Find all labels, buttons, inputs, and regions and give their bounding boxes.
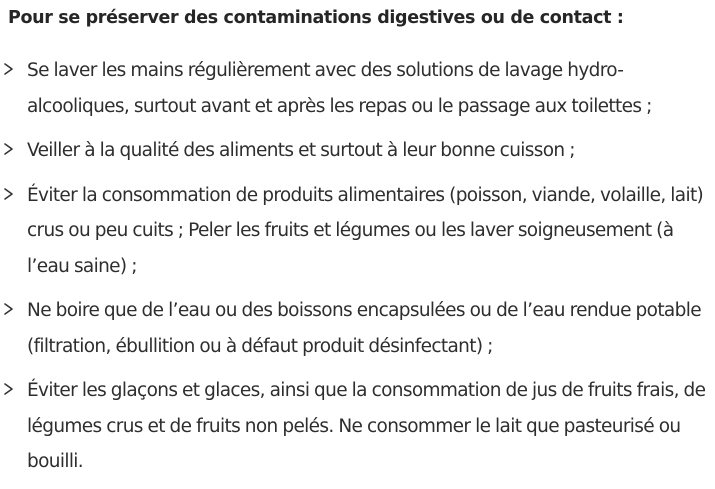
list-item-text: Veiller à la qualité des aliments et surtout à leur bonne cuisson ; <box>27 140 575 161</box>
list-item <box>0 293 715 364</box>
list-item-text: Ne boire que de l’eau ou des boissons encapsulées ou de l’eau rendue potable (filtration, ébullition ou à défaut produit désinfectant) ; <box>27 300 701 357</box>
list-item-text: Éviter la consommation de produits alimentaires (poisson, viande, volaille, lait) crus ou peu cuits ; Peler les fruits et légumes ou les laver soigneusement (à l’eau saine) ; <box>27 184 704 277</box>
chevron-right-icon <box>2 185 16 203</box>
chevron-right-icon <box>2 380 16 398</box>
list-item <box>0 53 715 124</box>
chevron-right-icon <box>2 300 16 318</box>
chevron-right-icon <box>2 140 16 158</box>
list-item-text: Se laver les mains régulièrement avec des solutions de lavage hydro-alcooliques, surtout avant et après les repas ou le passage aux toilettes ; <box>27 60 652 117</box>
list-item <box>0 133 715 169</box>
advice-list <box>0 53 715 489</box>
list-item <box>0 373 715 480</box>
list-item-text: Éviter les glaçons et glaces, ainsi que la consommation de jus de fruits frais, de légumes crus et de fruits non pelés. Ne consommer le lait que pasteurisé ou bouilli. <box>27 380 706 472</box>
chevron-right-icon <box>2 60 16 78</box>
list-item <box>0 178 715 285</box>
section-heading: Pour se préserver des contaminations digestives ou de contact : <box>8 8 624 28</box>
